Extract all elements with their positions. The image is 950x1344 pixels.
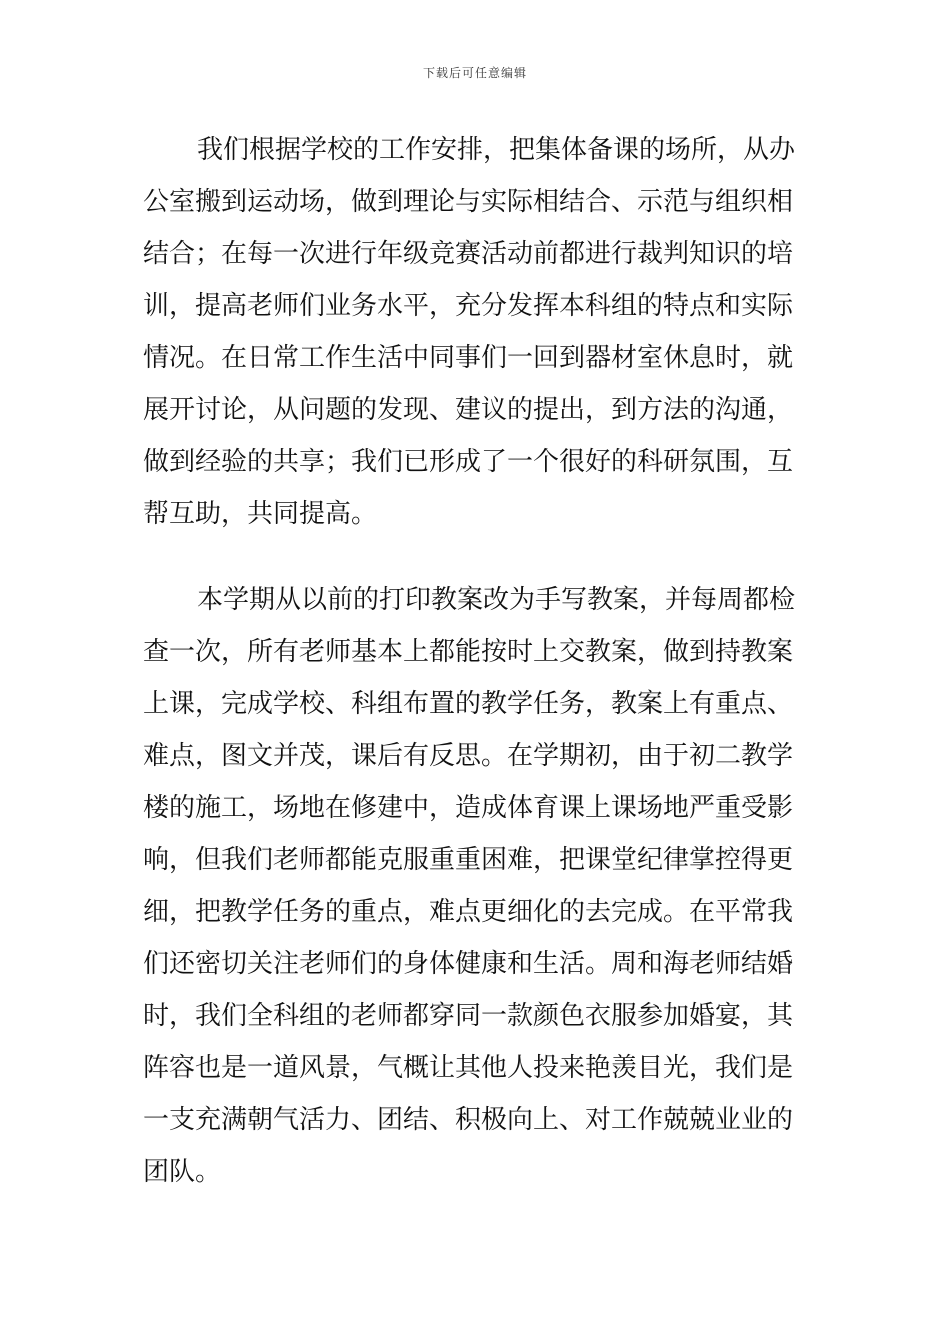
paragraph-line: 帮互助，共同提高。 bbox=[143, 499, 378, 529]
paragraph-line: 楼的施工，场地在修建中，造成体育课上课场地严重受影 bbox=[143, 793, 794, 823]
paragraph-line: 公室搬到运动场，做到理论与实际相结合、示范与组织相 bbox=[143, 187, 794, 217]
paragraph-line: 情况。在日常工作生活中同事们一回到器材室休息时，就 bbox=[143, 343, 794, 373]
paragraph-line: 结合；在每一次进行年级竞赛活动前都进行裁判知识的培 bbox=[143, 239, 794, 269]
paragraph-line: 我们根据学校的工作安排，把集体备课的场所，从办 bbox=[197, 135, 796, 165]
paragraph-line: 阵容也是一道风景，气概让其他人投来艳羡目光，我们是 bbox=[143, 1053, 794, 1083]
paragraph-line: 上课，完成学校、科组布置的教学任务，教案上有重点、 bbox=[143, 689, 794, 719]
paragraph-line: 们还密切关注老师们的身体健康和生活。周和海老师结婚 bbox=[143, 949, 794, 979]
paragraph-line: 难点，图文并茂，课后有反思。在学期初，由于初二教学 bbox=[143, 741, 794, 771]
paragraph-line: 查一次，所有老师基本上都能按时上交教案，做到持教案 bbox=[143, 637, 794, 667]
paragraph-line: 响，但我们老师都能克服重重困难，把课堂纪律掌控得更 bbox=[143, 845, 794, 875]
paragraph-line: 做到经验的共享；我们已形成了一个很好的科研氛围，互 bbox=[143, 447, 794, 477]
header-note: 下载后可任意编辑 bbox=[422, 66, 527, 80]
paragraph-2 bbox=[143, 574, 807, 1198]
paragraph-line: 本学期从以前的打印教案改为手写教案，并每周都检 bbox=[197, 585, 796, 615]
paragraph-line: 展开讨论，从问题的发现、建议的提出，到方法的沟通， bbox=[143, 395, 794, 425]
paragraph-line: 细，把教学任务的重点，难点更细化的去完成。在平常我 bbox=[143, 897, 794, 927]
paragraph-line: 训，提高老师们业务水平，充分发挥本科组的特点和实际 bbox=[143, 291, 794, 321]
paragraph-line: 团队。 bbox=[143, 1157, 222, 1187]
paragraph-line: 一支充满朝气活力、团结、积极向上、对工作兢兢业业的 bbox=[143, 1105, 794, 1135]
paragraph-1 bbox=[143, 124, 807, 540]
paragraph-line: 时，我们全科组的老师都穿同一款颜色衣服参加婚宴，其 bbox=[143, 1001, 794, 1031]
